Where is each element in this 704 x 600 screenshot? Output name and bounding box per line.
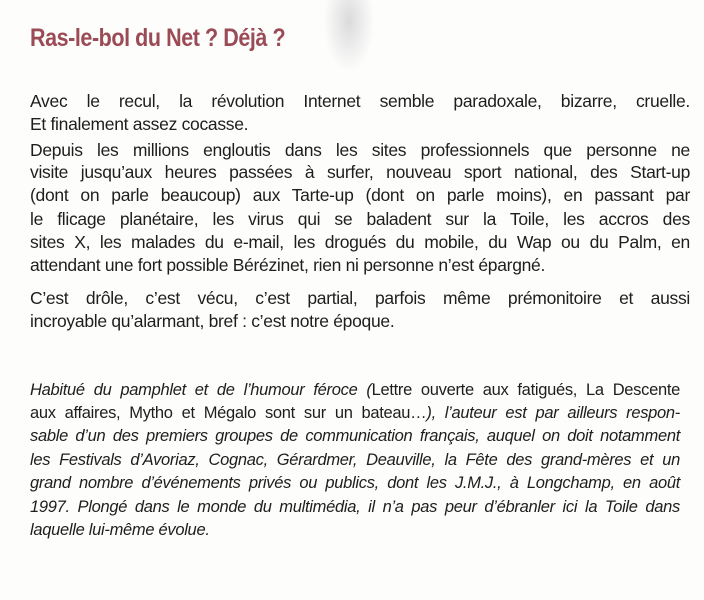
text-line: sites X, les malades du e-mail, les drogués du mobile, du Wap ou du Palm, en [30,232,690,252]
text-line: C’est drôle, c’est vécu, c’est partial, parfois même prémonitoire et aussi [30,288,690,308]
bio-line: 1997. Plongé dans le monde du multimédia, il n’a pas peur d’ébranler ici la Toile dans [30,498,680,516]
text-line: Depuis les millions engloutis dans les sites professionnels que personne ne [30,140,690,160]
print-smudge [325,0,373,70]
bio-line: grand nombre d’événements privés ou publics, dont les J.M.J., à Longchamp, en août [30,474,680,492]
book-titles: Lettre ouverte aux fatigués, La Descente [371,381,680,399]
bio-italic: Habitué du pamphlet et de l’humour féroce ( [30,381,372,399]
bio-line: les Festivals d’Avoriaz, Cognac, Gérardmer, Deauville, la Fête des grand-mères et un [30,451,680,469]
text-line: (dont on parle beaucoup) aux Tarte-up (dont on parle moins), en passant par [30,185,690,205]
book-titles: aux affaires, Mytho et Mégalo sont sur un bateau… [30,404,427,422]
text-line: visite jusqu’aux heures passées à surfer, nouveau sport national, des Start-up [30,162,690,182]
bio-line [30,381,680,400]
text-line: attendant une fort possible Bérézinet, rien ni personne n’est épargné. [30,255,546,275]
bio-line [30,404,680,423]
bio-line: sable d’un des premiers groupes de communication français, auquel on doit notamment [30,427,680,445]
text-line: Avec le recul, la révolution Internet semble paradoxale, bizarre, cruelle. [30,91,690,111]
bio-line: laquelle lui-même évolue. [30,521,210,539]
text-line: Et finalement assez cocasse. [30,114,249,134]
text-line: le flicage planétaire, les virus qui se baladent sur la Toile, les accros des [30,209,690,229]
text-line: incroyable qu’alarmant, bref : c’est notre époque. [30,311,395,331]
bio-italic: ), l’auteur est par ailleurs respon- [426,404,680,422]
page-title: Ras-le-bol du Net ? Déjà ? [30,24,286,52]
